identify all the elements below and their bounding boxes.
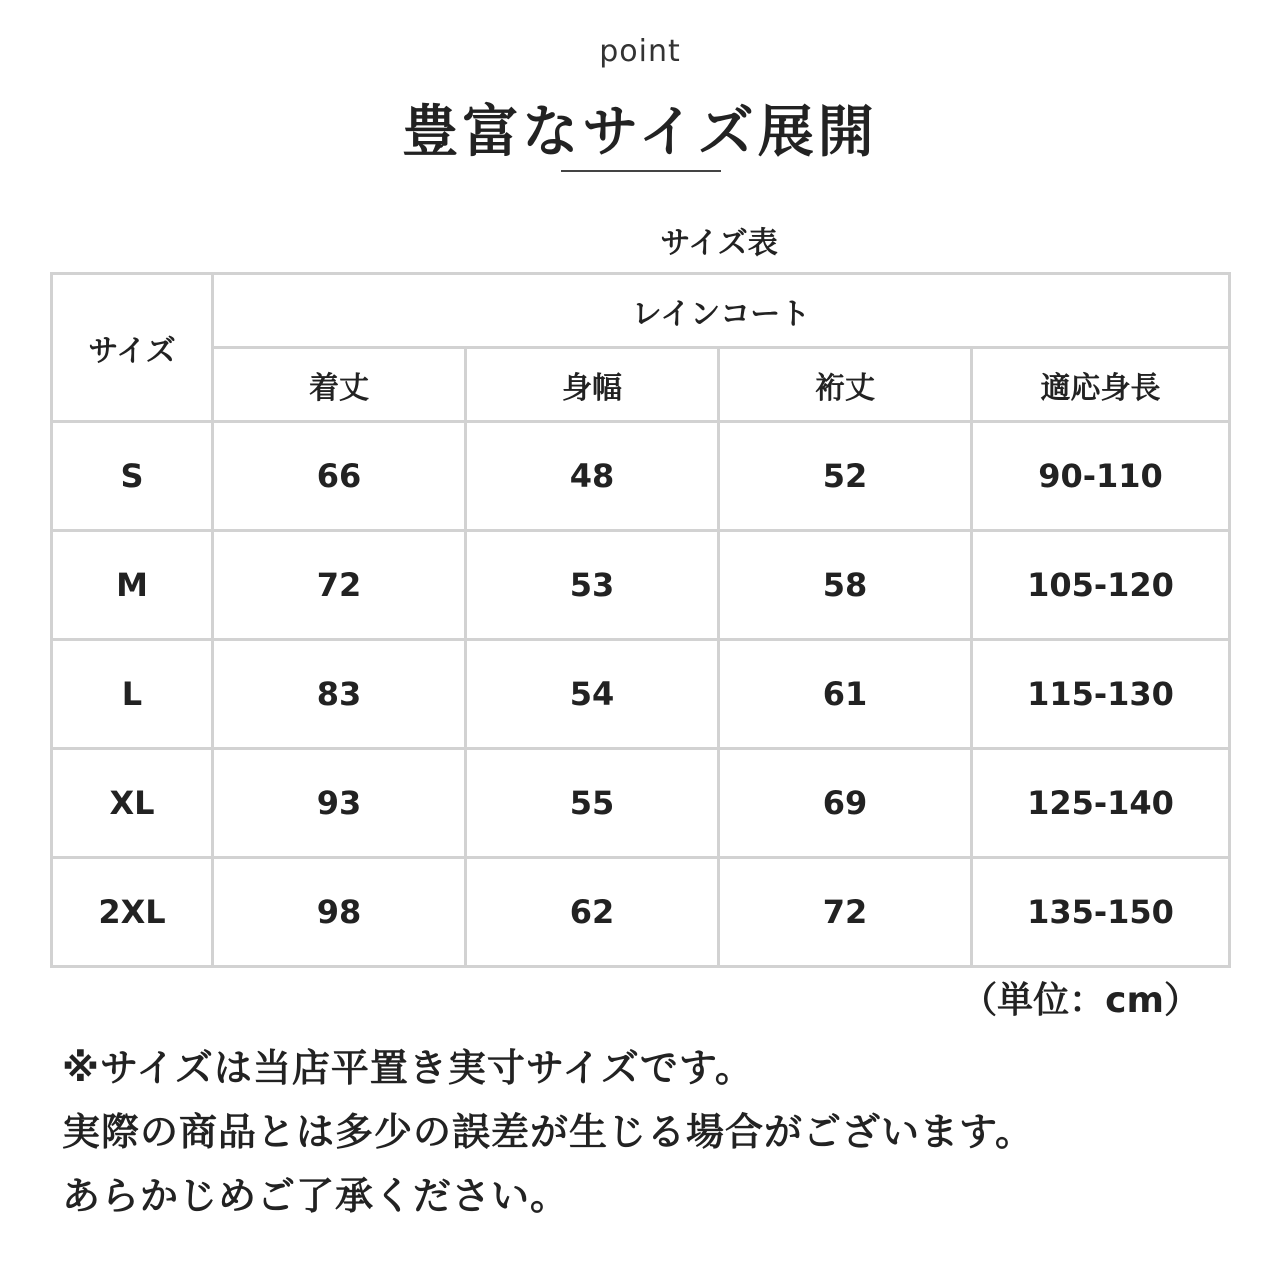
- size-cell: XL: [52, 749, 213, 858]
- note-line: 実際の商品とは多少の誤差が生じる場合がございます。: [62, 1110, 1034, 1154]
- value-cell: 105-120: [972, 531, 1230, 640]
- value-cell: 83: [213, 640, 466, 749]
- size-cell: M: [52, 531, 213, 640]
- title-underline: [561, 170, 721, 172]
- value-cell: 98: [213, 858, 466, 967]
- size-table: [50, 272, 1231, 968]
- value-cell: 62: [466, 858, 719, 967]
- raincoat-group-header: レインコート: [213, 274, 1230, 348]
- size-column-header: サイズ: [52, 274, 213, 422]
- value-cell: 66: [213, 422, 466, 531]
- value-cell: 125-140: [972, 749, 1230, 858]
- value-cell: 53: [466, 531, 719, 640]
- size-cell: 2XL: [52, 858, 213, 967]
- table-row: [52, 749, 1230, 858]
- table-header-row: [52, 274, 1230, 348]
- value-cell: 90-110: [972, 422, 1230, 531]
- page-title: 豊富なサイズ展開: [402, 100, 878, 165]
- unit-label: （単位：cm）: [961, 980, 1200, 1021]
- table-subheader-row: [52, 348, 1230, 422]
- note-line: あらかじめご了承ください。: [62, 1174, 570, 1218]
- table-caption: サイズ表: [660, 226, 778, 261]
- size-cell: S: [52, 422, 213, 531]
- point-label: point: [599, 34, 681, 69]
- table-row: [52, 531, 1230, 640]
- value-cell: 115-130: [972, 640, 1230, 749]
- value-cell: 52: [719, 422, 972, 531]
- table-row: [52, 858, 1230, 967]
- value-cell: 72: [213, 531, 466, 640]
- column-header-height: 適応身長: [972, 348, 1230, 422]
- column-header-width: 身幅: [466, 348, 719, 422]
- table-row: [52, 422, 1230, 531]
- value-cell: 48: [466, 422, 719, 531]
- value-cell: 58: [719, 531, 972, 640]
- value-cell: 72: [719, 858, 972, 967]
- notes: [62, 1036, 1222, 1228]
- value-cell: 54: [466, 640, 719, 749]
- size-cell: L: [52, 640, 213, 749]
- note-line: ※サイズは当店平置き実寸サイズです。: [62, 1046, 754, 1090]
- column-header-length: 着丈: [213, 348, 466, 422]
- value-cell: 93: [213, 749, 466, 858]
- value-cell: 55: [466, 749, 719, 858]
- column-header-sleeve: 裄丈: [719, 348, 972, 422]
- value-cell: 135-150: [972, 858, 1230, 967]
- value-cell: 61: [719, 640, 972, 749]
- value-cell: 69: [719, 749, 972, 858]
- table-row: [52, 640, 1230, 749]
